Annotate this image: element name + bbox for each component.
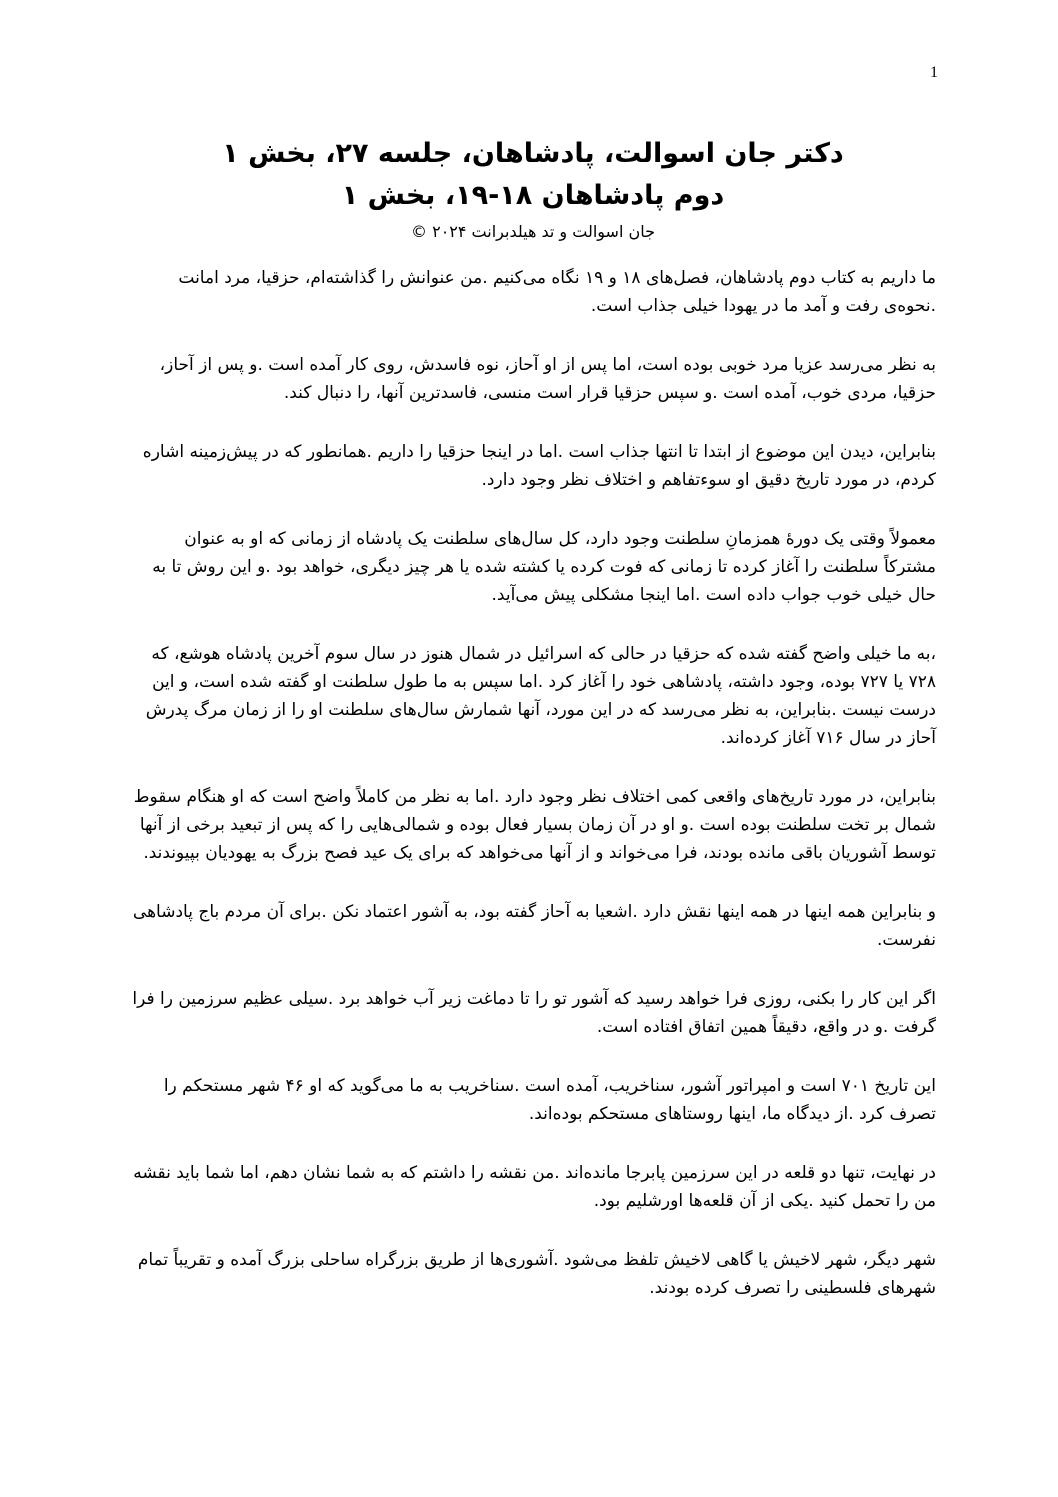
paragraph-7: و بنابراین همه اینها در همه اینها نقش دارد .اشعیا به آحاز گفته بود، به آشور اعتماد نکن .برای آن مردم باج پادشاهی نفرست. [132, 902, 936, 950]
page-number: 1 [930, 64, 938, 81]
document-title-line-2: دوم پادشاهان ۱۸-۱۹، بخش ۱ [341, 180, 725, 211]
paragraph-11: شهر دیگر، شهر لاخیش یا گاهی لاخیش تلفظ می‌شود .آشوری‌ها از طریق بزرگراه ساحلی بزرگ آمده و تقریباً تمام شهرهای فلسطینی را تصرف کرده بودند. [137, 1250, 936, 1298]
paragraph-2: به نظر می‌رسد عزیا مرد خوبی بوده است، اما پس از او آحاز، نوه فاسدش، روی کار آمده است .و پس از آحاز، حزقیا، مردی خوب، آمده است .و سپس حزقیا قرار است منسی، فاسدترین آنها، را دنبال کند. [159, 355, 936, 403]
document-body [130, 264, 936, 1333]
paragraph-1: ما داریم به کتاب دوم پادشاهان، فصل‌های ۱۸ و ۱۹ نگاه می‌کنیم .من عنوانش را گذاشته‌ام، حزقیا، مرد امانت .نحوه‌ی رفت و آمد ما در یهودا خیلی جذاب است. [178, 268, 936, 316]
paragraph-9: این تاریخ ۷۰۱ است و امپراتور آشور، سناخریب، آمده است .سناخریب به ما می‌گوید که او ۴۶ شهر مستحکم را تصرف کرد .از دیدگاه ما، اینها روستاهای مستحکم بوده‌اند. [163, 1076, 936, 1124]
paragraph-4: معمولاً وقتی یک دورهٔ همزمانِ سلطنت وجود دارد، کل سال‌های سلطنت یک پادشاه از زمانی که او به عنوان مشترکاً سلطنت را آغاز کرده تا زمانی که فوت کرده یا کشته شده یا هر چیز دیگری، خواهد بود .و این روش تا به حال خیلی خوب جواب داده است .اما اینجا مشکلی پیش می‌آید. [152, 529, 936, 605]
paragraph-8: اگر این کار را بکنی، روزی فرا خواهد رسید که آشور تو را تا دماغت زیر آب خواهد برد .سیلی عظیم سرزمین را فرا گرفت .و در واقع، دقیقاً همین اتفاق افتاده است. [132, 989, 936, 1037]
document-title-line-1: دکتر جان اسوالت، پادشاهان، جلسه ۲۷، بخش ۱ [222, 138, 844, 169]
paragraph-5: ،به ما خیلی واضح گفته شده که حزقیا در حالی که اسرائیل در شمال هنوز در سال سوم آخرین پادشاه هوشع، که ۷۲۸ یا ۷۲۷ بوده، وجود داشته، پادشاهی خود را آغاز کرد .اما سپس به ما طول سلطنت او گفته شده است، و این درست نیست .بنابراین، به نظر می‌رسد که در این مورد، آنها شمارش سال‌های سلطنت او را از زمان مرگ پدرش آحاز در سال ۷۱۶ آغاز کرده‌اند. [145, 644, 936, 748]
paragraph-6: بنابراین، در مورد تاریخ‌های واقعی کمی اختلاف نظر وجود دارد .اما به نظر من کاملاً واضح است که او هنگام سقوط شمال بر تخت سلطنت بوده است .و او در آن زمان بسیار فعال بوده و شمالی‌هایی را که پس از تبعید برخی از آنها توسط آشوریان باقی مانده بودند، فرا می‌خواند و از آنها می‌خواهد که برای یک عید فصح بزرگ به یهودیان بپیوندند. [133, 787, 936, 863]
paragraph-10: در نهایت، تنها دو قلعه در این سرزمین پابرجا مانده‌اند .من نقشه را داشتم که به شما نشان دهم، اما شما باید نقشه من را تحمل کنید .یکی از آن قلعه‌ها اورشلیم بود. [133, 1163, 936, 1211]
paragraph-3: بنابراین، دیدن این موضوع از ابتدا تا انتها جذاب است .اما در اینجا حزقیا را داریم .همانطور که در پیش‌زمینه اشاره کردم، در مورد تاریخ دقیق او سوءتفاهم و اختلاف نظر وجود دارد. [142, 442, 936, 490]
title-block [130, 133, 936, 245]
document-subtitle: جان اسوالت و تد هیلدبرانت ۲۰۲۴ © [411, 222, 655, 241]
